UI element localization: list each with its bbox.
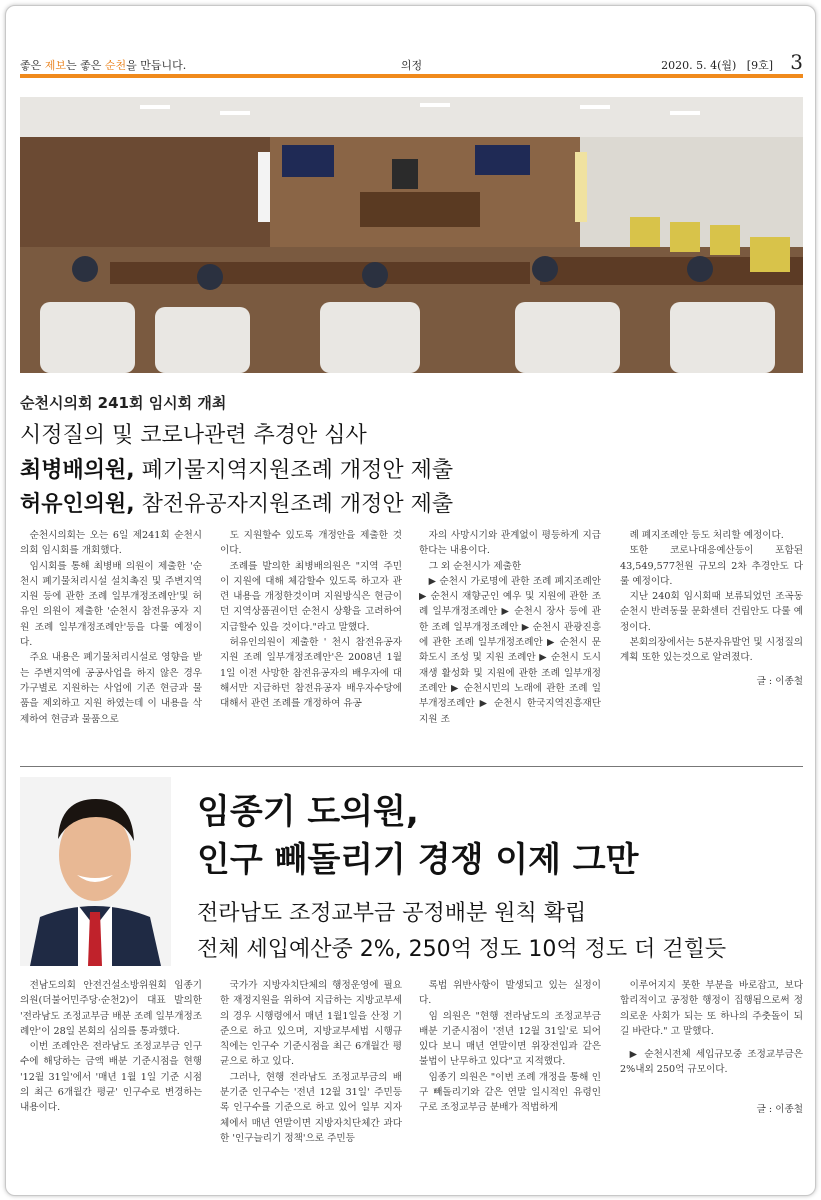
newspaper-header — [20, 52, 803, 74]
article1-kicker: 순천시의회 241회 임시회 개최 — [20, 394, 227, 412]
slogan: 좋은 제보는 좋은 순천을 만듭니다. — [20, 59, 187, 72]
header-rule — [20, 74, 803, 78]
article1-headline-2: 최병배의원, 폐기물지역지원조례 개정안 제출 — [20, 458, 454, 483]
article1-headline-3: 허유인의원, 참전유공자지원조례 개정안 제출 — [20, 492, 454, 517]
article2-column-4: 이루어지지 못한 부분을 바로잡고, 보다 합리적이고 공정한 행정이 집행됨으로써 정의로운 사회가 되는 또 하나의 주춧돌이 되길 바란다." 고 말했다. ▶ 순천시전체 세입규모중 조정교부금은 2%내외 250억 규모이다. 글 : 이종철 — [620, 978, 803, 1117]
article2-column-1: 전남도의회 안전건설소방위원회 임종기 의원(더불어민주당·순천2)이 대표 발의한 '전라남도 조정교부금 배분 조례 일부개정조례안'이 28일 본회의 심의를 통과했다. 이번 조례안은 전라남도 조정교부금 인구수에 해당하는 금액 배분 기준시점을 현행 '12월 31일'에서 '매년 1월 1일 기준 시점의 최근 6개월간 평균' 인구수로 변경하는 내용이다. — [20, 980, 202, 1114]
article1-byline: 글 : 이종철 — [756, 675, 803, 687]
article2-subtitle-2: 전체 세입예산중 2%, 250억 정도 10억 정도 더 걷힐듯 — [197, 937, 727, 962]
issue-number: [9호] — [746, 59, 773, 72]
article1-column-4: 례 폐지조례안 등도 처리할 예정이다. 또한 코로나대응예산등이 포함된 43,549,577천원 규모의 2차 추경안도 다룰 예정이다. 지난 240회 임시회때 보류되었던 조곡동 순천시 반려동물 문화센터 건립안도 다룰 예정이다. 본회의장에서는 5분자유발언 및 시정질의 계획 또한 있는것으로 알려졌다. 글 : 이종철 — [620, 528, 803, 689]
article2-column-3: 록법 위반사항이 발생되고 있는 실정이다. 임 의원은 "현행 전라남도의 조정교부금 배분 기준시점이 '전년 12월 31일'로 되어있다 보니 매년 연말이면 위장전입과 같은 불법이 난무하고 있다"고 지적했다. 임종기 의원은 "이번 조례 개정을 통해 인구 빼돌리기와 같은 연말 일시적인 유령인구로 조정교부금 분배가 적법하게 — [419, 980, 601, 1114]
section-name: 의정 — [400, 59, 423, 72]
article2-column-2: 국가가 지방자치단체의 행정운영에 필요한 재정지원을 위하여 지급하는 지방교부세의 경우 시행령에서 매년 1월1일을 산정 기준으로 하고 있으며, 지방교부세법 시행규칙에는 인구수 기준시점을 최근 6개월간 평균으로 하고 있다. 그러나, 현행 전라남도 조정교부금의 배분기준 인구수는 '전년 12월 31일' 주민등록 인구수를 기준으로 하고 있어 일부 지자체에서 매년 연말이면 지방자치단체간 과다한 '인구늘리기 정책'으로 주민등 — [220, 980, 402, 1144]
councilor-portrait — [20, 777, 171, 966]
council-session-photo — [20, 97, 803, 373]
article2-title-1: 임종기 도의원, — [197, 792, 419, 832]
page-number: 3 — [790, 50, 803, 74]
article1-column-3: 자의 사망시기와 관계없이 평등하게 지급한다는 내용이다. 그 외 순천시가 제출한 ▶ 순천시 가로명에 관한 조례 폐지조례안 ▶ 순천시 재향군인 예우 및 지원에 관한 조례 일부개정조례안 ▶ 순천시 장사 등에 관한 조례 일부개정조례안 ▶ 순천시 관광진흥에 관한 조례 일부개정조례안 ▶ 순천시 문화도시 조성 및 지원 조례안 ▶ 순천시 도시재생 활성화 및 지원에 관한 조례 일부개정조례안 ▶ 순천시민의 노래에 관한 조례 일부개정조례안 ▶ 순천시 한국지역진흥재단 지원 조 — [419, 530, 601, 725]
article1-headline-1: 시정질의 및 코로나관련 추경안 심사 — [20, 423, 367, 448]
article1-column-2: 도 지원할수 있도록 개정안을 제출한 것이다. 조례를 발의한 최병배의원은 "지역 주민이 지원에 대해 체감할수 있도록 하고자 관련 내용을 개정한것이며 지원방식은 현금이던 지역상품권이던 순천시 상황을 고려하여 지급할수 있을 것이다."라고 말했다. 허유인의원이 제출한 ' 천시 참전유공자 지원 조례 일부개정조례안'은 2008년 1월 1일 이전 사망한 참전유공자의 배우자에 대해서만 지급하던 참전유공자 배우자수당에 대해서 관련 조례를 개정하여 유공 — [220, 530, 402, 710]
article2-byline: 글 : 이종철 — [756, 1103, 803, 1115]
article1-column-1: 순천시의회는 오는 6일 제241회 순천시의회 임시회를 개회했다. 임시회를 통해 최병배 의원이 제출한 '순천시 폐기물처리시설 설치촉진 및 주변지역지원 등에 관한 조례 일부개정조례안'및 허유인 의원이 제출한 '순천시 참전유공자 지원 조례 일부개정조례안'등을 다룰 예정이다. 주요 내용은 폐기물처리시설로 영향을 받는 주변지역에 공공사업을 하지 않은 경우 가구별로 지원하는 사업에 기존 현금과 물품을 제외하고 지원 하였는데 이 내용을 삭제하여 현금과 물품으로 — [20, 530, 202, 725]
article2-title-2: 인구 빼돌리기 경쟁 이제 그만 — [197, 840, 639, 880]
article-divider — [20, 766, 803, 767]
issue-date: 2020. 5. 4(월) [9호] — [661, 59, 773, 72]
article2-subtitle-1: 전라남도 조정교부금 공정배분 원칙 확립 — [197, 901, 587, 926]
